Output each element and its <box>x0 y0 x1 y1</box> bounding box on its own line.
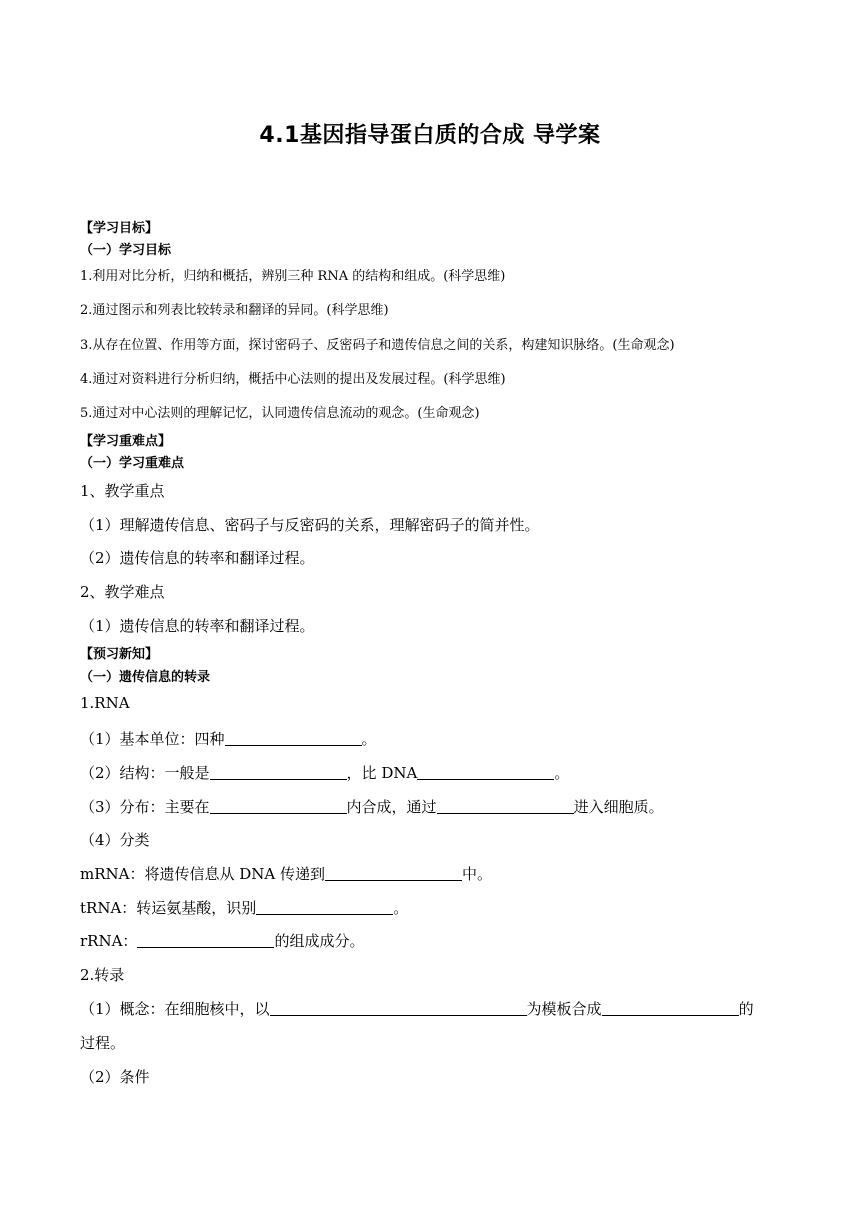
text: tRNA：转运氨基酸，识别 <box>80 899 257 917</box>
text: mRNA：将遗传信息从 DNA 传递到 <box>80 865 325 883</box>
rna-structure-line <box>80 762 569 783</box>
text: 。 <box>361 730 377 748</box>
rna-classification-heading: （4）分类 <box>80 831 150 849</box>
goal-item: 3.从存在位置、作用等方面，探讨密码子、反密码子和遗传信息之间的关系，构建知识脉络。(生命观念) <box>80 338 675 353</box>
text: 的组成成分。 <box>274 932 365 950</box>
text: 进入细胞质。 <box>573 798 664 816</box>
transcription-heading: 2.转录 <box>80 966 125 984</box>
fill-blank[interactable] <box>137 932 274 948</box>
text: （3）分布：主要在 <box>80 798 210 816</box>
goal-item: 4.通过对资料进行分析归纳，概括中心法则的提出及发展过程。(科学思维) <box>80 372 506 387</box>
section-heading-key: 【学习重难点】 <box>80 434 172 449</box>
transcription-conditions-heading: （2）条件 <box>80 1068 150 1086</box>
text: 的 <box>738 1000 754 1018</box>
fill-blank[interactable] <box>437 798 574 814</box>
section-heading-goals: 【学习目标】 <box>80 221 159 236</box>
transcription-concept-line <box>80 998 754 1019</box>
fill-blank[interactable] <box>602 1000 739 1016</box>
mrna-line <box>80 863 492 884</box>
key-point-2: （2）遗传信息的转率和翻译过程。 <box>80 549 315 567</box>
subheading-transcription: （一）遗传信息的转录 <box>80 670 211 685</box>
fill-blank[interactable] <box>417 764 554 780</box>
fill-blank[interactable] <box>325 865 462 881</box>
subheading-goals: （一）学习目标 <box>80 243 172 258</box>
text: 为模板合成 <box>526 1000 602 1018</box>
fill-blank[interactable] <box>225 730 362 746</box>
goal-item: 5.通过对中心法则的理解记忆，认同遗传信息流动的观念。(生命观念) <box>80 406 480 421</box>
goal-item: 2.通过图示和列表比较转录和翻译的异同。(科学思维) <box>80 303 389 318</box>
key-point-1: （1）理解遗传信息、密码子与反密码的关系，理解密码子的简并性。 <box>80 516 540 534</box>
difficulty-point-1: （1）遗传信息的转率和翻译过程。 <box>80 617 315 635</box>
transcription-concept-cont: 过程。 <box>80 1034 126 1052</box>
rna-heading: 1.RNA <box>80 694 130 712</box>
rrna-line <box>80 930 364 951</box>
text: （1）基本单位：四种 <box>80 730 225 748</box>
text: 内合成，通过 <box>346 798 437 816</box>
text: （2）结构：一般是 <box>80 764 210 782</box>
goal-item: 1.利用对比分析，归纳和概括，辨别三种 RNA 的结构和组成。(科学思维) <box>80 269 506 284</box>
rna-distribution-line <box>80 796 664 817</box>
key-focus-heading: 1、教学重点 <box>80 482 165 500</box>
fill-blank[interactable] <box>210 798 347 814</box>
fill-blank[interactable] <box>210 764 347 780</box>
text: 中。 <box>462 865 493 883</box>
text: rRNA： <box>80 932 138 950</box>
text: （1）概念：在细胞核中，以 <box>80 1000 270 1018</box>
text: 。 <box>554 764 570 782</box>
fill-blank[interactable] <box>256 899 393 915</box>
subheading-key: （一）学习重难点 <box>80 456 185 471</box>
text: ，比 DNA <box>346 764 418 782</box>
fill-blank[interactable] <box>270 1000 527 1016</box>
key-difficulty-heading: 2、教学难点 <box>80 583 165 601</box>
section-heading-preview: 【预习新知】 <box>80 647 159 662</box>
rna-unit-line <box>80 728 377 749</box>
page-title: 4.1基因指导蛋白质的合成 导学案 <box>259 123 601 148</box>
trna-line <box>80 897 408 918</box>
text: 。 <box>393 899 409 917</box>
